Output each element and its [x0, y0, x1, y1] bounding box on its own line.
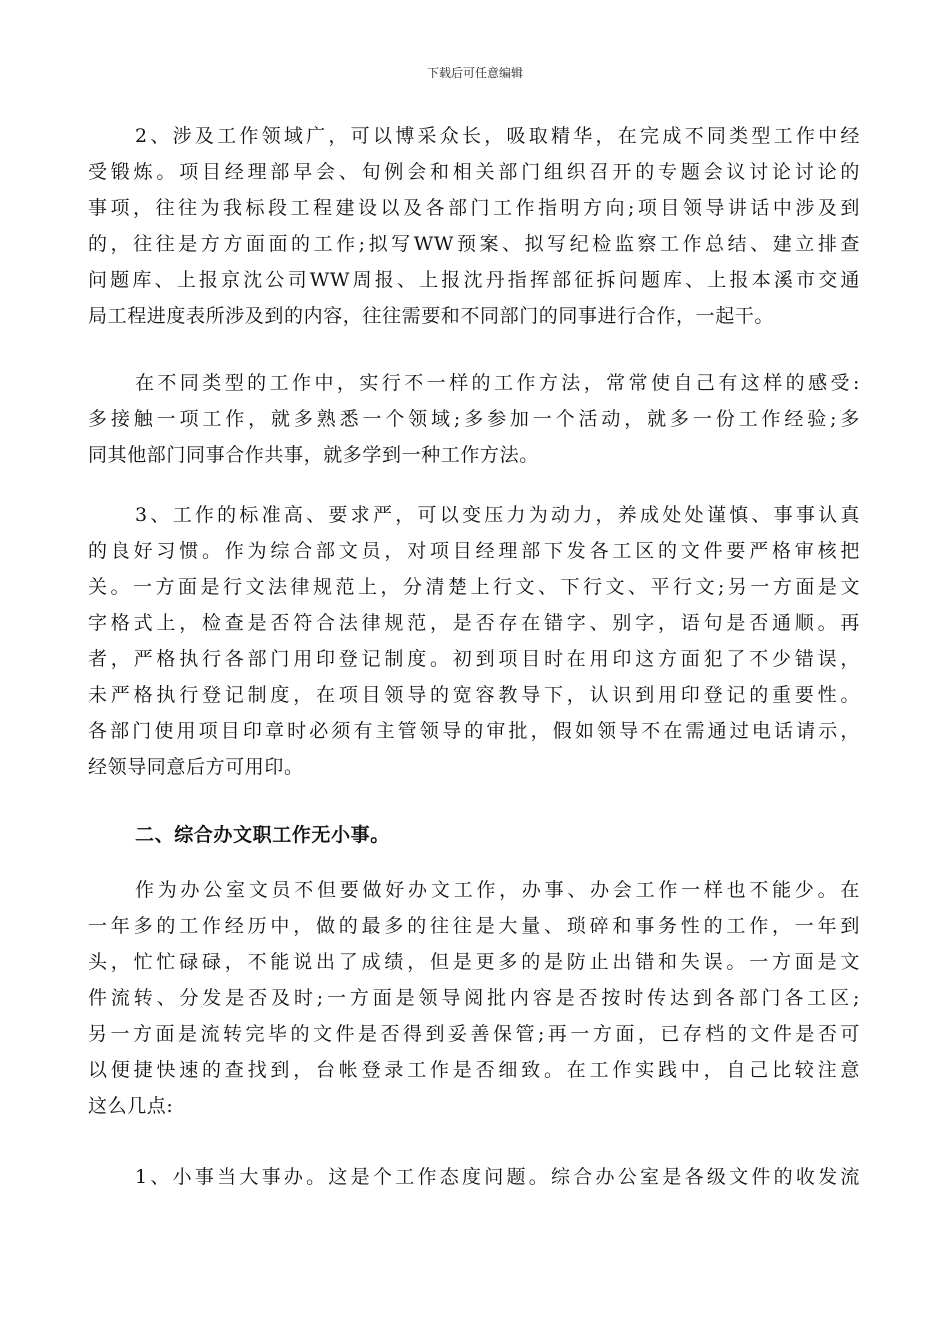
paragraph-line: 在不同类型的工作中，实行不一样的工作方法，常常使自己有这样的感受: [135, 372, 860, 394]
paragraph-3 [88, 497, 860, 785]
paragraph-line: 一年多的工作经历中，做的最多的往往是大量、琐碎和事务性的工作，一年到 [88, 915, 860, 937]
paragraph-line: 关。一方面是行文法律规范上，分清楚上行文、下行文、平行文;另一方面是文 [88, 576, 860, 598]
paragraph-line: 以便捷快速的查找到，台帐登录工作是否细致。在工作实践中，自己比较注意 [88, 1059, 860, 1081]
paragraph-line: 经领导同意后方可用印。 [88, 756, 304, 778]
paragraph-5 [88, 1159, 860, 1195]
paragraph-line: 者，严格执行各部门用印登记制度。初到项目时在用印这方面犯了不少错误， [88, 648, 860, 670]
paragraph-line: 头，忙忙碌碌，不能说出了成绩，但是更多的是防止出错和失误。一方面是文 [88, 951, 860, 973]
paragraph-line: 1、小事当大事办。这是个工作态度问题。综合办公室是各级文件的收发流 [135, 1166, 860, 1188]
section-heading: 二、综合办文职工作无小事。 [135, 824, 390, 846]
paragraph-2 [88, 365, 860, 473]
paragraph-line: 未严格执行登记制度，在项目领导的宽容教导下，认识到用印登记的重要性。 [88, 684, 860, 706]
paragraph-line: 另一方面是流转完毕的文件是否得到妥善保管;再一方面，已存档的文件是否可 [88, 1023, 860, 1045]
paragraph-line: 这么几点: [88, 1095, 174, 1117]
paragraph-4 [88, 872, 860, 1124]
paragraph-line: 件流转、分发是否及时;一方面是领导阅批内容是否按时传达到各部门各工区; [88, 987, 860, 1009]
header-note: 下载后可任意编辑 [426, 66, 523, 80]
paragraph-line: 的良好习惯。作为综合部文员，对项目经理部下发各工区的文件要严格审核把 [88, 540, 860, 562]
paragraph-line: 受锻炼。项目经理部早会、旬例会和相关部门组织召开的专题会议讨论讨论的 [88, 161, 860, 183]
paragraph-line: 局工程进度表所涉及到的内容，往往需要和不同部门的同事进行合作，一起干。 [88, 305, 775, 327]
paragraph-line: 同其他部门同事合作共事，就多学到一种工作方法。 [88, 444, 539, 466]
paragraph-1 [88, 118, 860, 334]
paragraph-line: 字格式上，检查是否符合法律规范，是否存在错字、别字，语句是否通顺。再 [88, 612, 860, 634]
paragraph-line: 3、工作的标准高、要求严，可以变压力为动力，养成处处谨慎、事事认真 [135, 504, 860, 526]
paragraph-line: 多接触一项工作，就多熟悉一个领域;多参加一个活动，就多一份工作经验;多 [88, 408, 860, 430]
paragraph-line: 事项，往往为我标段工程建设以及各部门工作指明方向;项目领导讲话中涉及到 [88, 197, 860, 219]
paragraph-line: 的，往往是方方面面的工作;拟写WW预案、拟写纪检监察工作总结、建立排查 [88, 233, 860, 255]
paragraph-line: 作为办公室文员不但要做好办文工作，办事、办会工作一样也不能少。在 [135, 879, 860, 901]
paragraph-line: 2、涉及工作领域广，可以博采众长，吸取精华，在完成不同类型工作中经 [135, 125, 860, 147]
paragraph-line: 各部门使用项目印章时必须有主管领导的审批，假如领导不在需通过电话请示， [88, 720, 860, 742]
paragraph-line: 问题库、上报京沈公司WW周报、上报沈丹指挥部征拆问题库、上报本溪市交通 [88, 269, 860, 291]
